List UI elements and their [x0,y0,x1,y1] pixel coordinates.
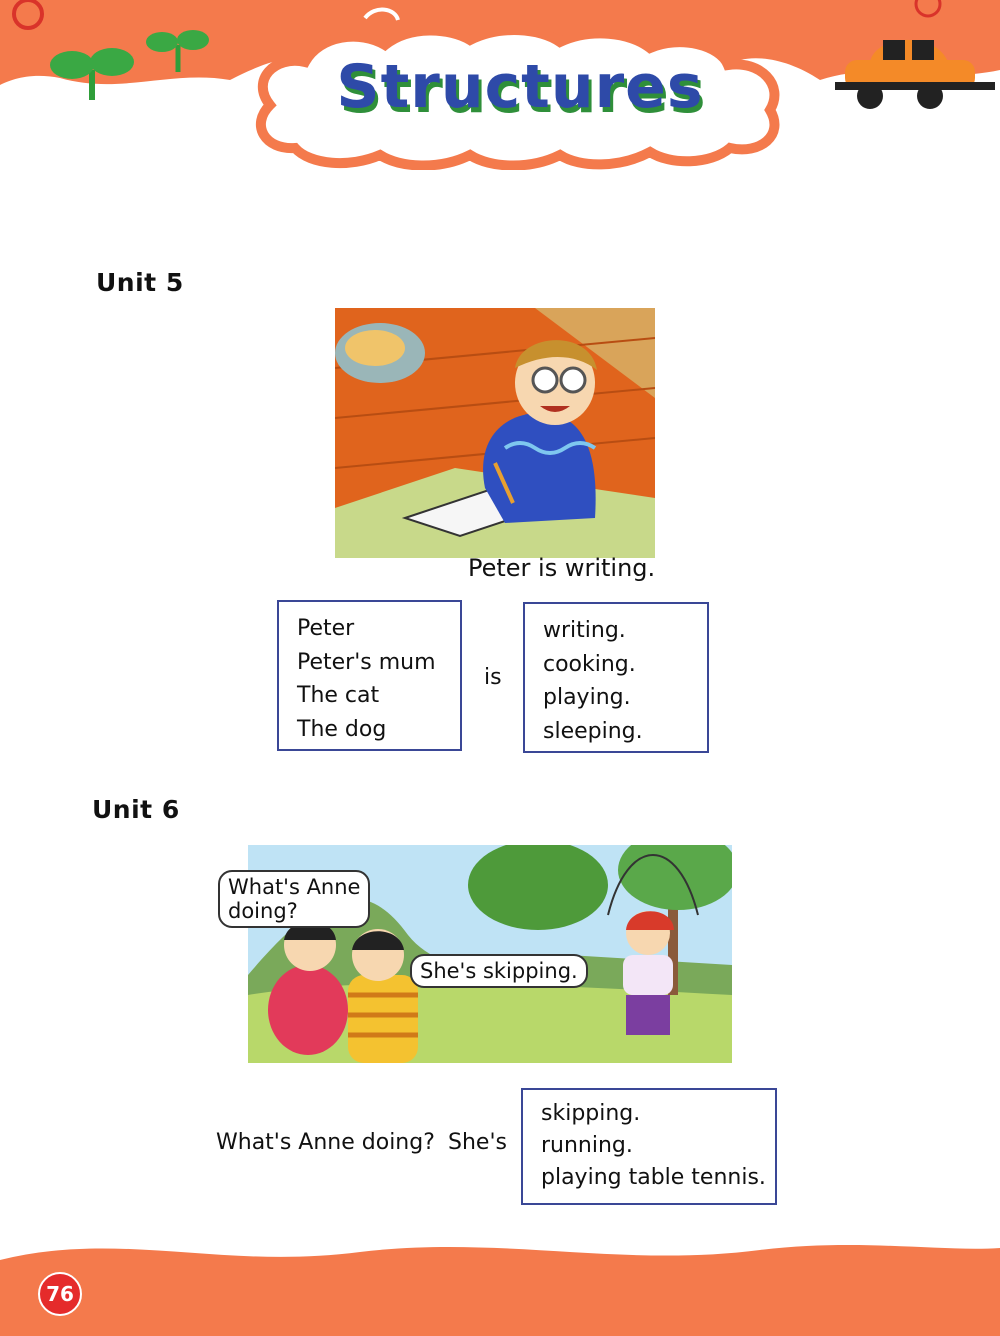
unit6-action-box [521,1088,777,1205]
subject-item: The dog [297,716,387,742]
unit5-verb: is [484,665,502,690]
unit5-subject-box [277,600,462,751]
footer-band [0,1230,1000,1336]
unit6-question: What's Anne doing? [216,1130,435,1155]
subject-item: Peter [297,616,355,641]
action-item: running. [541,1133,633,1158]
bubble-question-line: What's Anne [228,875,361,899]
subject-item: Peter's mum [297,649,436,675]
action-item: playing table tennis. [541,1165,766,1190]
unit5-heading: Unit 5 [96,268,184,297]
action-item: writing. [543,618,626,643]
speech-bubble-question [218,870,370,928]
speech-bubble-answer: She's skipping. [410,954,588,988]
action-item: skipping. [541,1101,641,1126]
subject-item: The cat [297,683,380,708]
action-item: cooking. [543,651,636,677]
page-title: Structures [336,52,704,122]
action-item: sleeping. [543,718,643,744]
page-number: 76 [38,1272,82,1316]
unit5-action-box [523,602,709,753]
unit6-answer-start: She's [448,1130,507,1155]
unit5-caption: Peter is writing. [468,554,656,582]
peter-writing-illustration [335,308,655,558]
bubble-question-line: doing? [228,899,298,923]
unit6-heading: Unit 6 [92,795,180,824]
action-item: playing. [543,685,631,710]
